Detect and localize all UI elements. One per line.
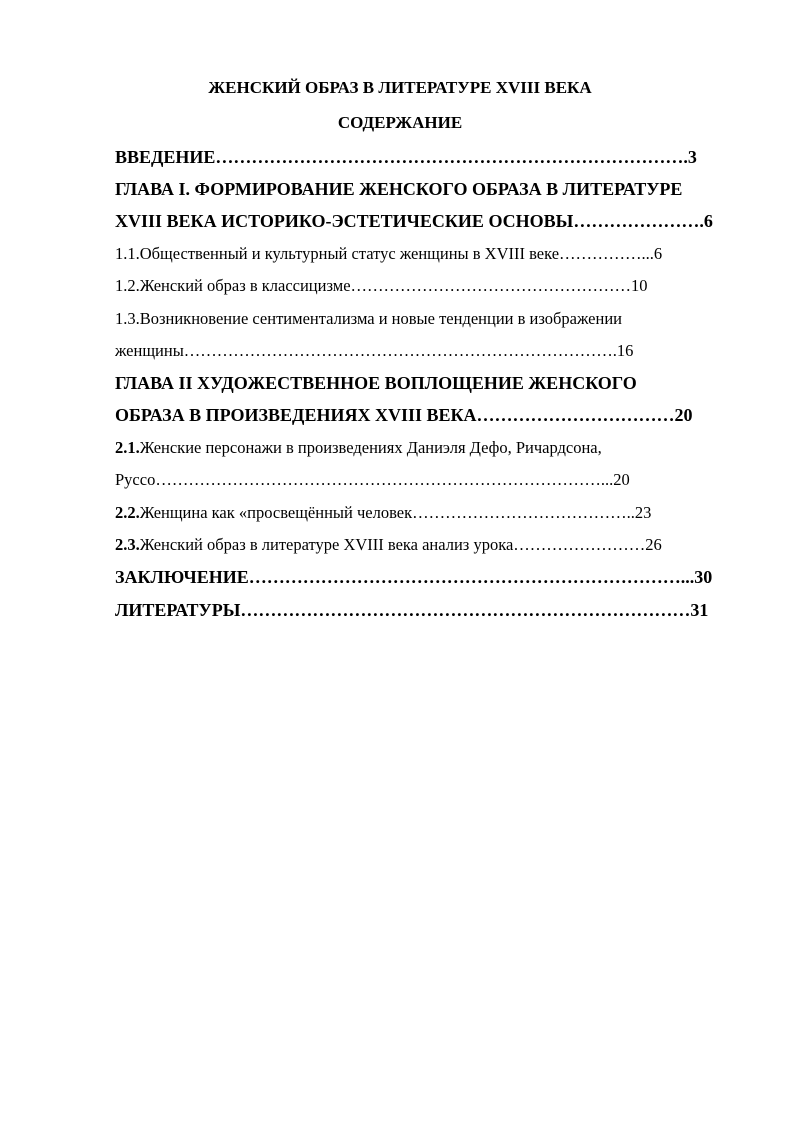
toc-entry-section-2-3[interactable] (115, 534, 739, 556)
toc-heading: СОДЕРЖАНИЕ (337, 113, 463, 132)
toc-entry-section-2-2[interactable] (115, 502, 739, 524)
section-number: 2.2. (115, 503, 140, 522)
toc-entry-section-1-2[interactable]: 1.2.Женский образ в классицизме……………………………………………10 (115, 276, 648, 295)
section-title: Женские персонажи в произведениях Даниэля Дефо, Ричардсона, (139, 438, 602, 457)
toc-entry-chapter-2-line-1[interactable]: ГЛАВА II ХУДОЖЕСТВЕННОЕ ВОПЛОЩЕНИЕ ЖЕНСКОГО (115, 373, 637, 393)
toc-entry-section-1-1[interactable]: 1.1.Общественный и культурный статус женщины в XVIII веке……………...6 (115, 244, 663, 263)
toc-entry-conclusion[interactable]: ЗАКЛЮЧЕНИЕ………………………………………………………………...30 (115, 567, 713, 587)
section-number: 2.3. (115, 535, 140, 554)
document-title: ЖЕНСКИЙ ОБРАЗ В ЛИТЕРАТУРЕ XVIII ВЕКА (208, 78, 592, 97)
toc-entry-section-1-3-line-1[interactable]: 1.3.Возникновение сентиментализма и новые тенденции в изображении (115, 309, 622, 328)
toc-entry-chapter-2-line-2[interactable]: ОБРАЗА В ПРОИЗВЕДЕНИЯХ XVIII ВЕКА……………………………20 (115, 405, 693, 425)
toc-entry-chapter-1-line-1[interactable]: ГЛАВА I. ФОРМИРОВАНИЕ ЖЕНСКОГО ОБРАЗА В ЛИТЕРАТУРЕ (115, 179, 683, 199)
toc-entry-chapter-1-line-2[interactable]: XVIII ВЕКА ИСТОРИКО-ЭСТЕТИЧЕСКИЕ ОСНОВЫ………………….6 (115, 211, 713, 231)
section-title: Женщина как «просвещённый человек…………………………………..23 (139, 503, 652, 522)
toc-entry-section-1-3-line-2[interactable]: женщины…………………………………………………………………….16 (115, 341, 634, 360)
section-title: Женский образ в литературе XVIII века анализ урока……………………26 (139, 535, 662, 554)
toc-entry-intro[interactable]: ВВЕДЕНИЕ…………………………………………………………………….3 (115, 147, 697, 167)
toc-entry-literature[interactable]: ЛИТЕРАТУРЫ…………………………………………………………………31 (115, 600, 709, 620)
section-number: 2.1. (115, 438, 140, 457)
toc-entry-section-2-1-line-1[interactable] (115, 437, 739, 459)
toc-entry-section-2-1-line-2[interactable]: Руссо………………………………………………………………………...20 (115, 470, 630, 489)
